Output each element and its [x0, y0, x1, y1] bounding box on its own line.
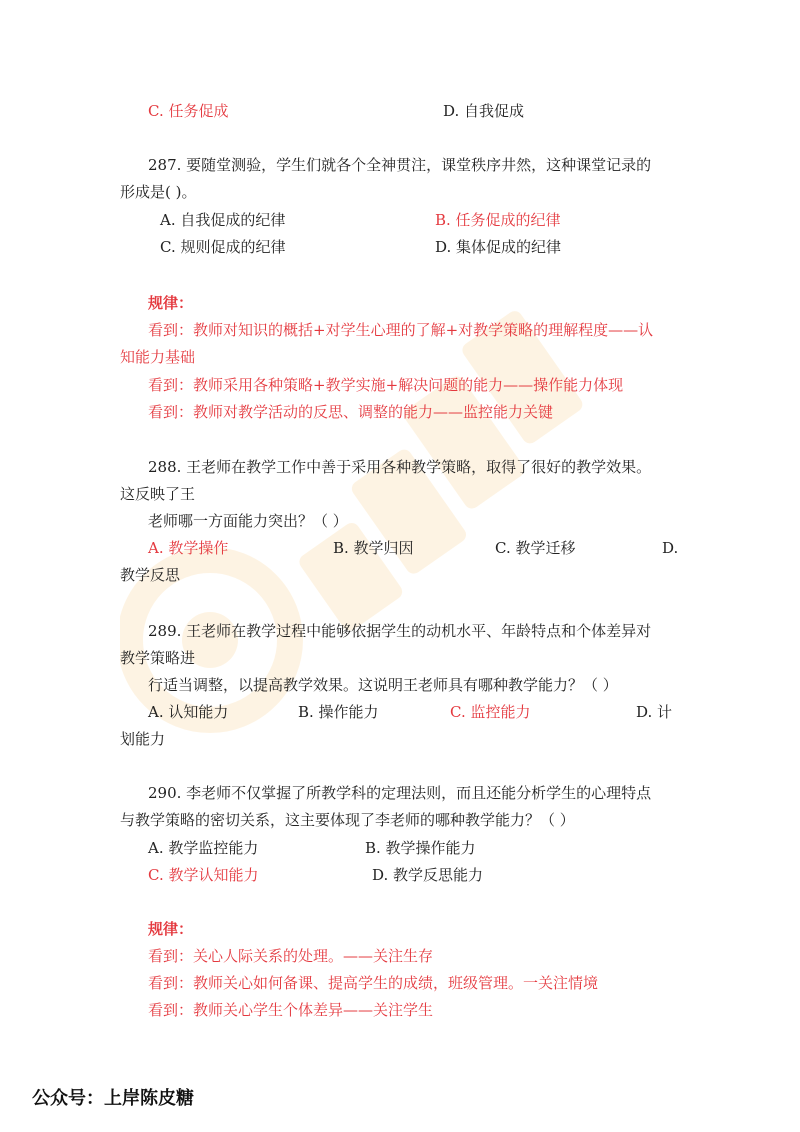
- question-290-option-c: C. 教学认知能力: [148, 866, 259, 884]
- rule-1-line-3: 看到：教师对教学活动的反思、调整的能力——监控能力关键: [148, 403, 554, 421]
- question-288-option-a: A. 教学操作: [148, 539, 229, 557]
- question-288-option-d-cont: 教学反思: [120, 566, 181, 584]
- question-288-stem-cont: 这反映了王: [120, 485, 196, 503]
- question-290-stem-cont: 与教学策略的密切关系，这主要体现了李老师的哪种教学能力？（ ）: [120, 811, 575, 829]
- question-290-option-b: B. 教学操作能力: [365, 839, 476, 857]
- question-287-option-b: B. 任务促成的纪律: [435, 211, 561, 229]
- question-288-stem: 288. 王老师在教学工作中善于采用各种教学策略，取得了很好的教学效果。: [148, 458, 652, 476]
- question-287-stem: 287. 要随堂测验，学生们就各个全神贯注，课堂秩序井然，这种课堂记录的: [148, 156, 652, 174]
- question-288-option-c: C. 教学迁移: [495, 539, 576, 557]
- rule-1-title: 规律：: [148, 294, 194, 312]
- footer-account: 公众号：上岸陈皮糖: [32, 1088, 194, 1109]
- question-287-stem-cont: 形成是( )。: [120, 183, 197, 201]
- rule-1-line-1: 看到：教师对知识的概括+对学生心理的了解+对教学策略的理解程度——认: [148, 321, 654, 339]
- question-289-option-d-cont: 划能力: [120, 730, 166, 748]
- question-288-option-d: D.: [662, 539, 679, 557]
- question-289-option-a: A. 认知能力: [148, 703, 229, 721]
- question-289-stem-cont-2: 行适当调整，以提高教学效果。这说明王老师具有哪种教学能力？（ ）: [148, 676, 618, 694]
- rule-1-line-1-cont: 知能力基础: [120, 348, 196, 366]
- question-288-option-b: B. 教学归因: [333, 539, 414, 557]
- question-290-option-d: D. 教学反思能力: [372, 866, 484, 884]
- rule-2-title: 规律：: [148, 920, 194, 938]
- rule-2-line-3: 看到：教师关心学生个体差异——关注学生: [148, 1001, 434, 1019]
- rule-2-line-1: 看到：关心人际关系的处理。——关注生存: [148, 947, 434, 965]
- question-287-option-a: A. 自我促成的纪律: [160, 211, 286, 229]
- question-290-stem: 290. 李老师不仅掌握了所教学科的定理法则，而且还能分析学生的心理特点: [148, 784, 652, 802]
- question-287-option-d: D. 集体促成的纪律: [435, 238, 562, 256]
- question-289-option-b: B. 操作能力: [298, 703, 379, 721]
- option-d-prev: D. 自我促成: [443, 102, 525, 120]
- rule-2-line-2: 看到：教师关心如何备课、提高学生的成绩，班级管理。一关注情境: [148, 974, 599, 992]
- option-c-prev: C. 任务促成: [148, 102, 229, 120]
- question-289-option-c: C. 监控能力: [450, 703, 531, 721]
- question-289-option-d: D. 计: [636, 703, 673, 721]
- question-287-option-c: C. 规则促成的纪律: [160, 238, 286, 256]
- question-289-stem-cont: 教学策略进: [120, 649, 196, 667]
- question-289-stem: 289. 王老师在教学过程中能够依据学生的动机水平、年龄特点和个体差异对: [148, 622, 652, 640]
- question-290-option-a: A. 教学监控能力: [148, 839, 259, 857]
- question-288-stem-cont-2: 老师哪一方面能力突出？（ ）: [148, 512, 348, 530]
- rule-1-line-2: 看到：教师采用各种策略+教学实施+解决问题的能力——操作能力体现: [148, 376, 624, 394]
